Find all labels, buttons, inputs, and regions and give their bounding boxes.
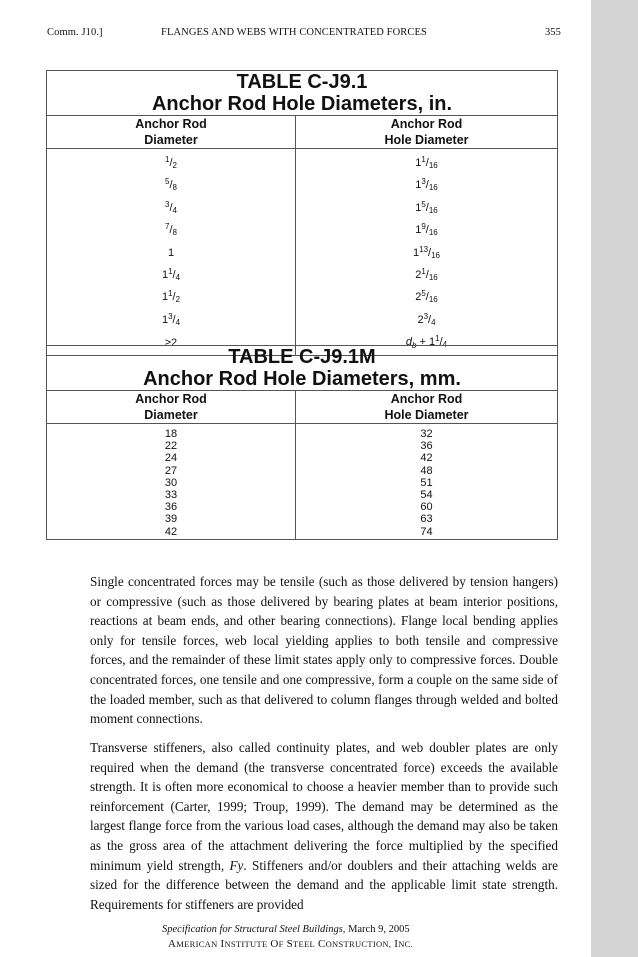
section-reference: Comm. J10.]	[47, 27, 103, 38]
rod-diameter-cell: 18	[47, 424, 296, 441]
body-paragraph-1	[90, 572, 558, 729]
header-line: Anchor Rod	[390, 392, 463, 406]
table-row	[47, 477, 558, 489]
hole-diameter-cell: $1^3/16$	[296, 174, 558, 196]
rod-diameter-cell: $^7$/8	[47, 219, 296, 241]
rod-diameter-cell: ≥2	[47, 331, 296, 355]
page-margin-strip	[591, 0, 638, 957]
rod-diameter-cell: 1	[47, 242, 296, 264]
table-caption	[47, 71, 558, 116]
table-subtitle: Anchor Rod Hole Diameters, mm.	[143, 368, 461, 390]
footer-publisher	[168, 937, 413, 952]
table-row	[47, 501, 558, 513]
hole-diameter-cell: $2^5/16$	[296, 286, 558, 308]
body-paragraph-2	[90, 738, 558, 914]
header-line: Anchor Rod	[390, 117, 463, 131]
table-row	[47, 513, 558, 525]
header-line: Diameter	[144, 133, 198, 147]
table-row	[47, 149, 558, 175]
table-row	[47, 440, 558, 452]
column-header-hole-diameter	[296, 116, 558, 149]
hole-diameter-cell: $d_b + 1^1/4$	[296, 331, 558, 355]
table-row	[47, 264, 558, 286]
column-header-hole-diameter	[296, 391, 558, 424]
header-line: Anchor Rod	[135, 392, 207, 406]
hole-diameter-cell: $1^9/16$	[296, 219, 558, 241]
rod-diameter-cell: 24	[47, 452, 296, 464]
hole-diameter-cell: 32	[296, 424, 558, 441]
header-line: Hole Diameter	[384, 133, 469, 147]
rod-diameter-cell: 36	[47, 501, 296, 513]
rod-diameter-cell: $^5$/8	[47, 174, 296, 196]
paragraph-text	[90, 738, 558, 914]
hole-diameter-cell: 42	[296, 452, 558, 464]
table-title: TABLE C-J9.1	[236, 71, 368, 93]
rod-diameter-cell: 42	[47, 526, 296, 540]
hole-diameter-cell: 74	[296, 526, 558, 540]
paragraph-text: Single concentrated forces may be tensile (such as those delivered by tension hangers) or compressive (such as those delivered by bearing plates at beam interior positions, reactions at beam ends, and other bearing connections). Flange local bending applies only for tensile forces, web local yielding applies to both tensile and compressive forces, and the remainder of these limit states apply only to compressive forces. Double concentrated forces, one tensile and one compressive, form a couple on the same side of the loaded member, such as that delivered to column flanges through welded and bolted moment connections.	[90, 574, 558, 727]
hole-diameter-cell: $1^5/16$	[296, 197, 558, 219]
hole-diameter-cell: 51	[296, 477, 558, 489]
hole-diameter-cell: 54	[296, 489, 558, 501]
rod-diameter-cell: $^1$/2	[47, 149, 296, 175]
rod-diameter-cell: $1^1/4$	[47, 264, 296, 286]
table-row	[47, 174, 558, 196]
footer-citation	[162, 923, 410, 937]
table-row	[47, 286, 558, 308]
table-row	[47, 219, 558, 241]
rod-diameter-cell: 27	[47, 465, 296, 477]
header-line: Anchor Rod	[135, 117, 207, 131]
paragraph-text-part: Transverse stiffeners, also called continuity plates, and web doubler plates are only required when the demand (the transverse concentrated force) exceeds the available strength. It is often more economical to choose a heavier member than to provide such reinforcement (Carter, 1999; Troup, 1999). The demand may be determined as the largest flange force from the various load cases, although the demand may also be taken as the gross area of the attachment delivering the force multiplied by the specified minimum yield strength,	[90, 740, 558, 873]
rod-diameter-cell: 39	[47, 513, 296, 525]
table-body	[47, 424, 558, 540]
page-number: 355	[544, 27, 561, 38]
table-row	[47, 465, 558, 477]
footer-spec-title: Specification for Structural Steel Buildings,	[162, 924, 346, 935]
rod-diameter-cell: 22	[47, 440, 296, 452]
table-title: TABLE C-J9.1M	[228, 346, 376, 368]
yield-strength-symbol: Fy	[229, 857, 244, 873]
hole-diameter-cell: $2^3/4$	[296, 309, 558, 331]
rod-diameter-cell: 33	[47, 489, 296, 501]
table-row	[47, 309, 558, 331]
rod-diameter-cell: $1^3/4$	[47, 309, 296, 331]
rod-diameter-cell: $^3$/4	[47, 197, 296, 219]
hole-diameter-cell: 36	[296, 440, 558, 452]
hole-diameter-cell: 60	[296, 501, 558, 513]
publisher-name: AMERICAN INSTITUTE OF STEEL CONSTRUCTION, INC.	[168, 938, 414, 950]
table-row	[47, 452, 558, 464]
hole-diameter-cell: $1^1/16$	[296, 149, 558, 175]
table-caption	[47, 346, 558, 391]
chapter-title: FLANGES AND WEBS WITH CONCENTRATED FORCES	[161, 27, 427, 38]
table-body	[47, 149, 558, 356]
table-row	[47, 526, 558, 540]
paragraph-text-part: . Stiffeners and/or doublers and their attaching welds are sized for the difference between the demand and the applicable limit state strength. Requirements for stiffeners are provided	[90, 857, 558, 912]
rod-diameter-cell: 30	[47, 477, 296, 489]
running-head	[47, 27, 561, 43]
footer-date: March 9, 2005	[345, 924, 410, 935]
column-header-diameter	[47, 391, 296, 424]
hole-diameter-cell: 48	[296, 465, 558, 477]
hole-diameter-cell: 63	[296, 513, 558, 525]
table-row	[47, 197, 558, 219]
table-row	[47, 242, 558, 264]
table-row	[47, 489, 558, 501]
table-row	[47, 424, 558, 441]
anchor-rod-table-mm	[46, 345, 558, 540]
header-line: Diameter	[144, 408, 198, 422]
hole-diameter-cell: $2^1/16$	[296, 264, 558, 286]
rod-diameter-cell: $1^1/2$	[47, 286, 296, 308]
hole-diameter-cell: $1^{13}/16$	[296, 242, 558, 264]
table-subtitle: Anchor Rod Hole Diameters, in.	[151, 93, 453, 115]
column-header-diameter	[47, 116, 296, 149]
anchor-rod-table-inch	[46, 70, 558, 356]
header-line: Hole Diameter	[384, 408, 469, 422]
